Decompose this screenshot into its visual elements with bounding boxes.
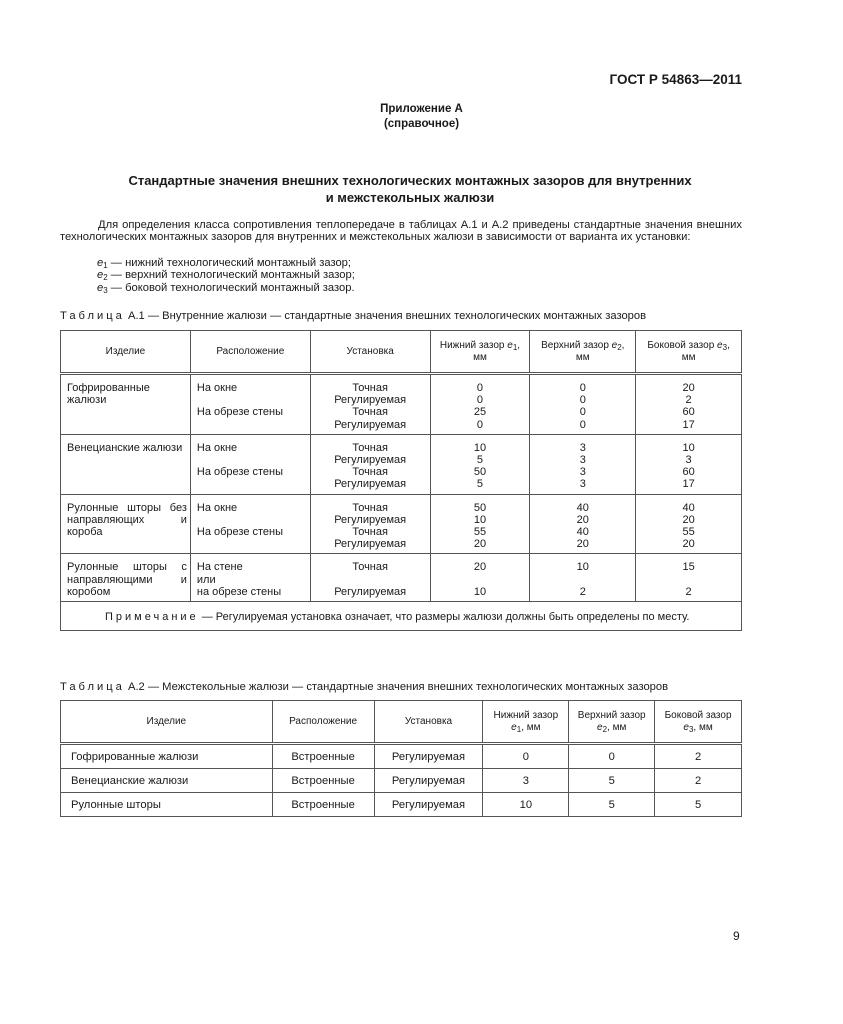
caption-text: А.2 — Межстекольные жалюзи — стандартные значения внешних технологических монтажных зазоров — [124, 681, 669, 693]
symbol: e — [97, 257, 104, 269]
symbol: e — [97, 269, 104, 282]
table-a1 — [60, 330, 742, 631]
cell-product: Гофрированные жалюзи — [61, 374, 191, 435]
cell-placement: На окне На обрезе стены — [190, 434, 310, 494]
cell-e1: 3 — [483, 769, 569, 793]
caption-prefix: Таблица — [60, 681, 125, 693]
cell-placement: На стене или на обрезе стены — [190, 554, 310, 602]
caption-prefix: Таблица — [60, 310, 125, 322]
cell-e3: 2 — [655, 769, 742, 793]
symbol-sub: 1 — [103, 261, 108, 270]
table-row — [61, 769, 742, 793]
section-title-line: Стандартные значения внешних технологических монтажных зазоров для внутренних — [128, 173, 692, 188]
table-row — [61, 434, 742, 494]
cell-e3: 40 20 55 20 — [636, 494, 742, 554]
note-text: — Регулируемая установка означает, что размеры жалюзи должны быть определены по месту. — [198, 611, 690, 624]
cell-e2: 3 3 3 3 — [530, 434, 636, 494]
cell-e2: 0 — [569, 744, 655, 769]
table2-caption — [60, 681, 668, 693]
annex-title: Приложение А — [380, 103, 463, 115]
cell-e1: 0 — [483, 744, 569, 769]
symbol-sub: 2 — [103, 273, 108, 283]
table-header-row — [61, 331, 742, 374]
cell-placement: Встроенные — [272, 769, 374, 793]
cell-install: Точная Регулируемая — [310, 554, 430, 602]
cell-e2: 5 — [569, 769, 655, 793]
cell-placement: Встроенные — [272, 793, 374, 817]
cell-e1: 20 10 — [430, 554, 530, 602]
section-title-line: и межстекольных жалюзи — [325, 190, 495, 205]
cell-product: Венецианские жалюзи — [61, 434, 191, 494]
section-title — [60, 172, 760, 206]
cell-product: Гофрированные жалюзи — [61, 744, 273, 769]
table-row — [61, 554, 742, 602]
caption-text: А.1 — Внутренние жалюзи — стандартные значения внешних технологических монтажных зазоров — [124, 310, 647, 322]
table-row — [61, 374, 742, 435]
cell-e3: 5 — [655, 793, 742, 817]
header-e3: Боковой зазор $e_3$, мм — [636, 331, 742, 374]
table-header-row — [61, 701, 742, 744]
table-note-row — [61, 602, 742, 631]
cell-e3: 15 2 — [636, 554, 742, 602]
definition-item — [97, 282, 355, 294]
cell-install: Точная Регулируемая Точная Регулируемая — [310, 494, 430, 554]
cell-install: Регулируемая — [374, 769, 483, 793]
cell-product: Рулонные шторы — [61, 793, 273, 817]
standard-number: ГОСТ Р 54863—2011 — [609, 72, 742, 87]
definitions-list — [97, 257, 355, 294]
cell-e2: 5 — [569, 793, 655, 817]
cell-e3: 2 — [655, 744, 742, 769]
definition-item — [97, 269, 355, 281]
cell-e1: 0 0 25 0 — [430, 374, 530, 435]
intro-paragraph — [60, 219, 742, 244]
cell-e2: 10 2 — [530, 554, 636, 602]
page-number: 9 — [733, 929, 740, 943]
definition-item — [97, 257, 355, 269]
cell-product: Рулонные шторы без направляющих и короба — [61, 494, 191, 554]
cell-placement: На окне На обрезе стены — [190, 374, 310, 435]
header-install: Установка — [374, 701, 483, 744]
note-label: Примечание — [105, 611, 199, 624]
cell-placement: На окне На обрезе стены — [190, 494, 310, 554]
table-note — [61, 602, 742, 631]
header-product: Изделие — [61, 701, 273, 744]
table-row — [61, 793, 742, 817]
cell-install: Регулируемая — [374, 744, 483, 769]
cell-e3: 20 2 60 17 — [636, 374, 742, 435]
intro-text: Для определения класса сопротивления теплопередаче в таблицах А.1 и А.2 приведены стандартные значения внешних технологических монтажных зазоров для внутренних и межстекольных жалюзи в зависимости от варианта их установки: — [60, 219, 742, 244]
cell-install: Точная Регулируемая Точная Регулируемая — [310, 374, 430, 435]
header-e1: Нижний зазор $e_1$, мм — [430, 331, 530, 374]
symbol: e — [97, 281, 104, 294]
cell-e1: 10 5 50 5 — [430, 434, 530, 494]
header-e1: Нижний зазор $e_1$, мм — [483, 701, 569, 744]
cell-install: Регулируемая — [374, 793, 483, 817]
definition-text: — нижний технологический монтажный зазор; — [107, 257, 352, 269]
header-placement: Расположение — [272, 701, 374, 744]
cell-e3: 10 3 60 17 — [636, 434, 742, 494]
header-product: Изделие — [61, 331, 191, 374]
table1-caption — [60, 310, 646, 322]
cell-placement: Встроенные — [272, 744, 374, 769]
header-e2: Верхний зазор $e_2$, мм — [569, 701, 655, 744]
annex-type: (справочное) — [383, 118, 460, 130]
cell-e2: 40 20 40 20 — [530, 494, 636, 554]
cell-install: Точная Регулируемая Точная Регулируемая — [310, 434, 430, 494]
header-e3: Боковой зазор $e_3$, мм — [655, 701, 742, 744]
table-row — [61, 494, 742, 554]
cell-product: Рулонные шторы с направляющими и коробом — [61, 554, 191, 602]
header-install: Установка — [310, 331, 430, 374]
cell-product: Венецианские жалюзи — [61, 769, 273, 793]
definition-text: — верхний технологический монтажный зазор; — [107, 269, 355, 282]
symbol-sub: 3 — [103, 285, 108, 295]
cell-e1: 10 — [483, 793, 569, 817]
cell-e1: 50 10 55 20 — [430, 494, 530, 554]
table-row — [61, 744, 742, 769]
table-a2 — [60, 700, 742, 817]
definition-text: — боковой технологический монтажный зазор. — [107, 281, 355, 294]
header-placement: Расположение — [190, 331, 310, 374]
cell-e2: 0 0 0 0 — [530, 374, 636, 435]
header-e2: Верхний зазор $e_2$, мм — [530, 331, 636, 374]
